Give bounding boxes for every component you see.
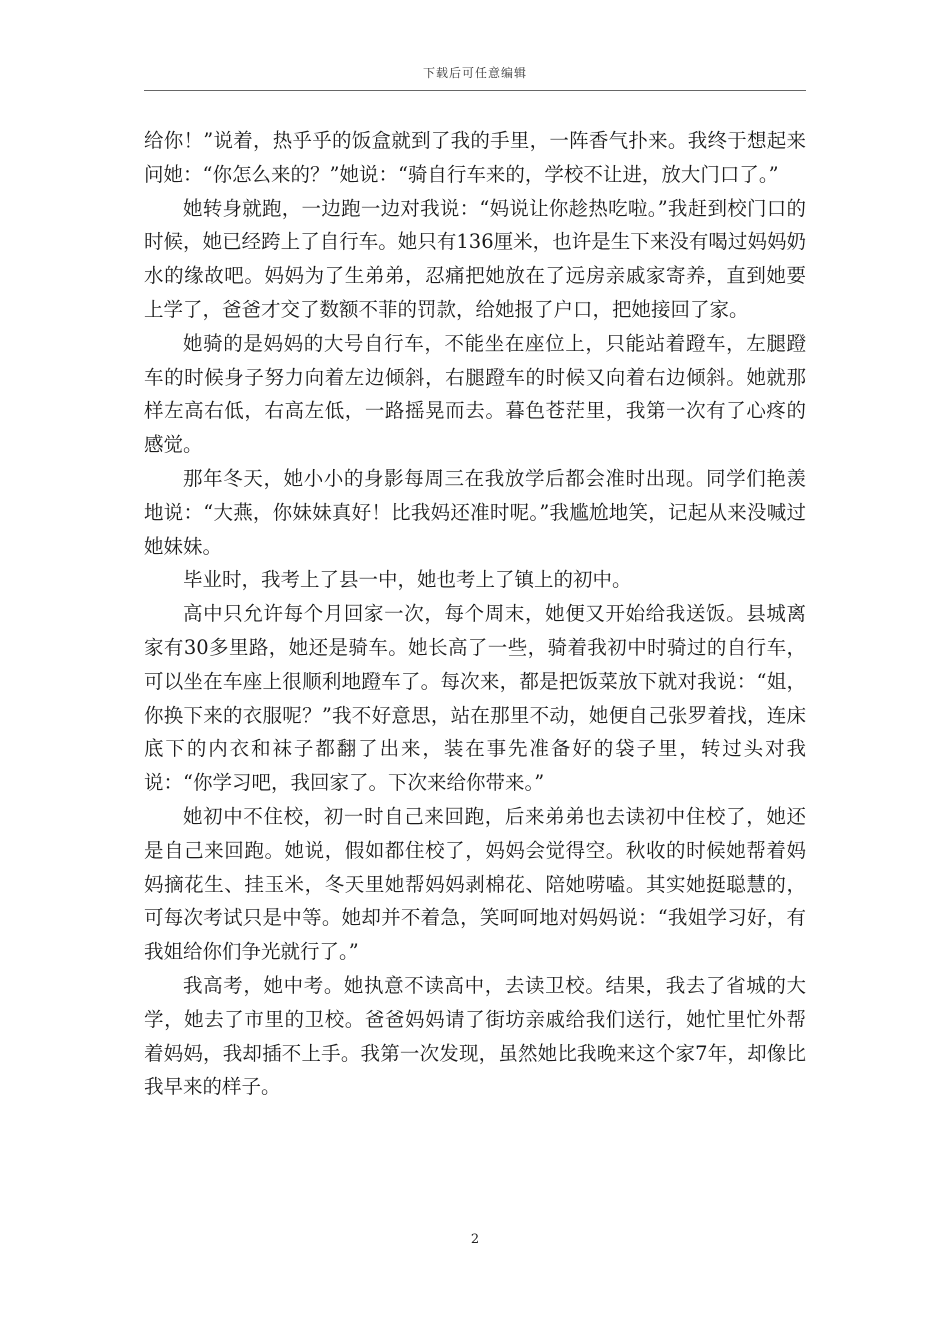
paragraph: 她初中不住校，初一时自己来回跑，后来弟弟也去读初中住校了，她还是自己来回跑。她说，假如都住校了，妈妈会觉得空。秋收的时候她帮着妈妈摘花生、挂玉米，冬天里她帮妈妈剥棉花、陪她唠嗑。其实她挺聪慧的，可每次考试只是中等。她却并不着急，笑呵呵地对妈妈说：“我姐学习好，有我姐给你们争光就行了。” bbox=[144, 804, 806, 964]
paragraph-continued: 给你！”说着，热乎乎的饭盒就到了我的手里，一阵香气扑来。我终于想起来问她：“你怎么来的？”她说：“骑自行车来的，学校不让进，放大门口了。” bbox=[144, 129, 806, 186]
page-header: 下载后可任意编辑 bbox=[422, 66, 527, 80]
paragraph: 毕业时，我考上了县一中，她也考上了镇上的初中。 bbox=[183, 568, 632, 592]
paragraph: 她转身就跑，一边跑一边对我说：“妈说让你趁热吃啦。”我赶到校门口的时候，她已经跨上了自行车。她只有136厘米，也许是生下来没有喝过妈妈奶水的缘故吧。妈妈为了生弟弟，忍痛把她放在了远房亲戚家寄养，直到她要上学了，爸爸才交了数额不菲的罚款，给她报了户口，把她接回了家。 bbox=[144, 196, 806, 321]
paragraph: 那年冬天，她小小的身影每周三在我放学后都会准时出现。同学们艳羡地说：“大燕，你妹妹真好！比我妈还准时呢。”我尴尬地笑，记起从来没喊过她妹妹。 bbox=[144, 466, 806, 558]
document-body bbox=[144, 124, 806, 1104]
page-number: 2 bbox=[470, 1232, 480, 1247]
paragraph: 我高考，她中考。她执意不读高中，去读卫校。结果，我去了省城的大学，她去了市里的卫校。爸爸妈妈请了街坊亲戚给我们送行，她忙里忙外帮着妈妈，我却插不上手。我第一次发现，虽然她比我晚来这个家7年，却像比我早来的样子。 bbox=[144, 973, 806, 1099]
header-divider bbox=[144, 90, 806, 91]
paragraph: 高中只允许每个月回家一次，每个周末，她便又开始给我送饭。县城离家有30多里路，她还是骑车。她长高了一些，骑着我初中时骑过的自行车，可以坐在车座上很顺利地蹬车了。每次来，都是把饭菜放下就对我说：“姐，你换下来的衣服呢？”我不好意思，站在那里不动，她便自己张罗着找，连床底下的内衣和袜子都翻了出来，装在事先准备好的袋子里，转过头对我说：“你学习吧，我回家了。下次来给你带来。” bbox=[144, 602, 806, 795]
paragraph: 她骑的是妈妈的大号自行车，不能坐在座位上，只能站着蹬车，左腿蹬车的时候身子努力向着左边倾斜，右腿蹬车的时候又向着右边倾斜。她就那样左高右低，右高左低，一路摇晃而去。暮色苍茫里，我第一次有了心疼的感觉。 bbox=[144, 331, 806, 457]
